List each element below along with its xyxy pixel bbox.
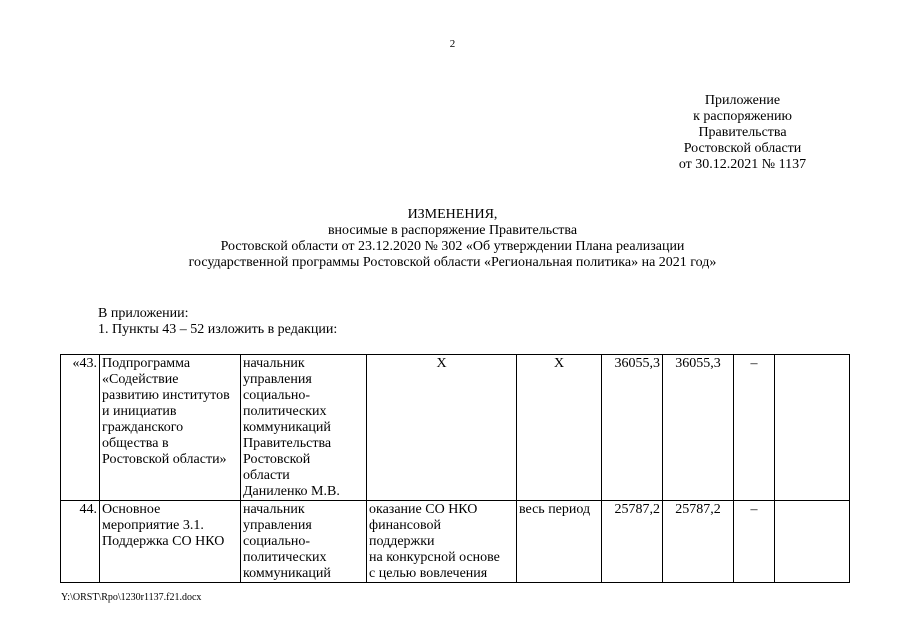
cell-responsible: начальник управления социально- политических коммуникаций — [241, 501, 367, 583]
cell-number: «43. — [61, 355, 100, 501]
appendix-line: Приложение — [704, 93, 781, 108]
cell-period: Х — [517, 355, 602, 501]
cell-responsible: начальник управления социально- политических коммуникаций Правительства Ростовской области Даниленко М.В. — [241, 355, 367, 501]
cell-federal-budget: – — [734, 501, 775, 583]
cell-number: 44. — [61, 501, 100, 583]
appendix-line: к распоряжению — [693, 109, 792, 124]
intro-line: 1. Пункты 43 – 52 изложить в редакции: — [98, 322, 338, 337]
cell-period: весь период — [517, 501, 602, 583]
cell-name: Основное мероприятие 3.1. Поддержка СО НКО — [100, 501, 241, 583]
cell-oblast-budget: 25787,2 — [663, 501, 734, 583]
document-title — [0, 207, 905, 271]
appendix-block — [660, 93, 825, 173]
title-line: государственной программы Ростовской области «Региональная политика» на 2021 год» — [188, 255, 717, 270]
cell-extra — [775, 355, 850, 501]
cell-result: оказание СО НКО финансовой поддержки на конкурсной основе с целью вовлечения — [367, 501, 517, 583]
cell-extra — [775, 501, 850, 583]
intro-line: В приложении: — [98, 306, 189, 321]
cell-federal-budget: – — [734, 355, 775, 501]
page-number: 2 — [449, 38, 456, 50]
cell-oblast-budget: 36055,3 — [663, 355, 734, 501]
cell-total: 36055,3 — [602, 355, 663, 501]
cell-result: Х — [367, 355, 517, 501]
title-line: Ростовской области от 23.12.2020 № 302 «Об утверждении Плана реализации — [220, 239, 685, 254]
cell-total: 25787,2 — [602, 501, 663, 583]
title-line: вносимые в распоряжение Правительства — [327, 223, 578, 238]
appendix-line: Правительства — [698, 125, 787, 140]
appendix-line: Ростовской области — [683, 141, 802, 156]
file-path-footer: Y:\ORST\Rpo\1230r1137.f21.docx — [61, 592, 202, 603]
title-heading: ИЗМЕНЕНИЯ, — [407, 207, 498, 222]
table-row — [61, 355, 850, 501]
plan-table — [60, 354, 850, 583]
intro-text — [98, 306, 337, 338]
table-row — [61, 501, 850, 583]
appendix-line: от 30.12.2021 № 1137 — [678, 157, 807, 172]
cell-name: Подпрограмма «Содействие развитию институтов и инициатив гражданского общества в Ростовской области» — [100, 355, 241, 501]
